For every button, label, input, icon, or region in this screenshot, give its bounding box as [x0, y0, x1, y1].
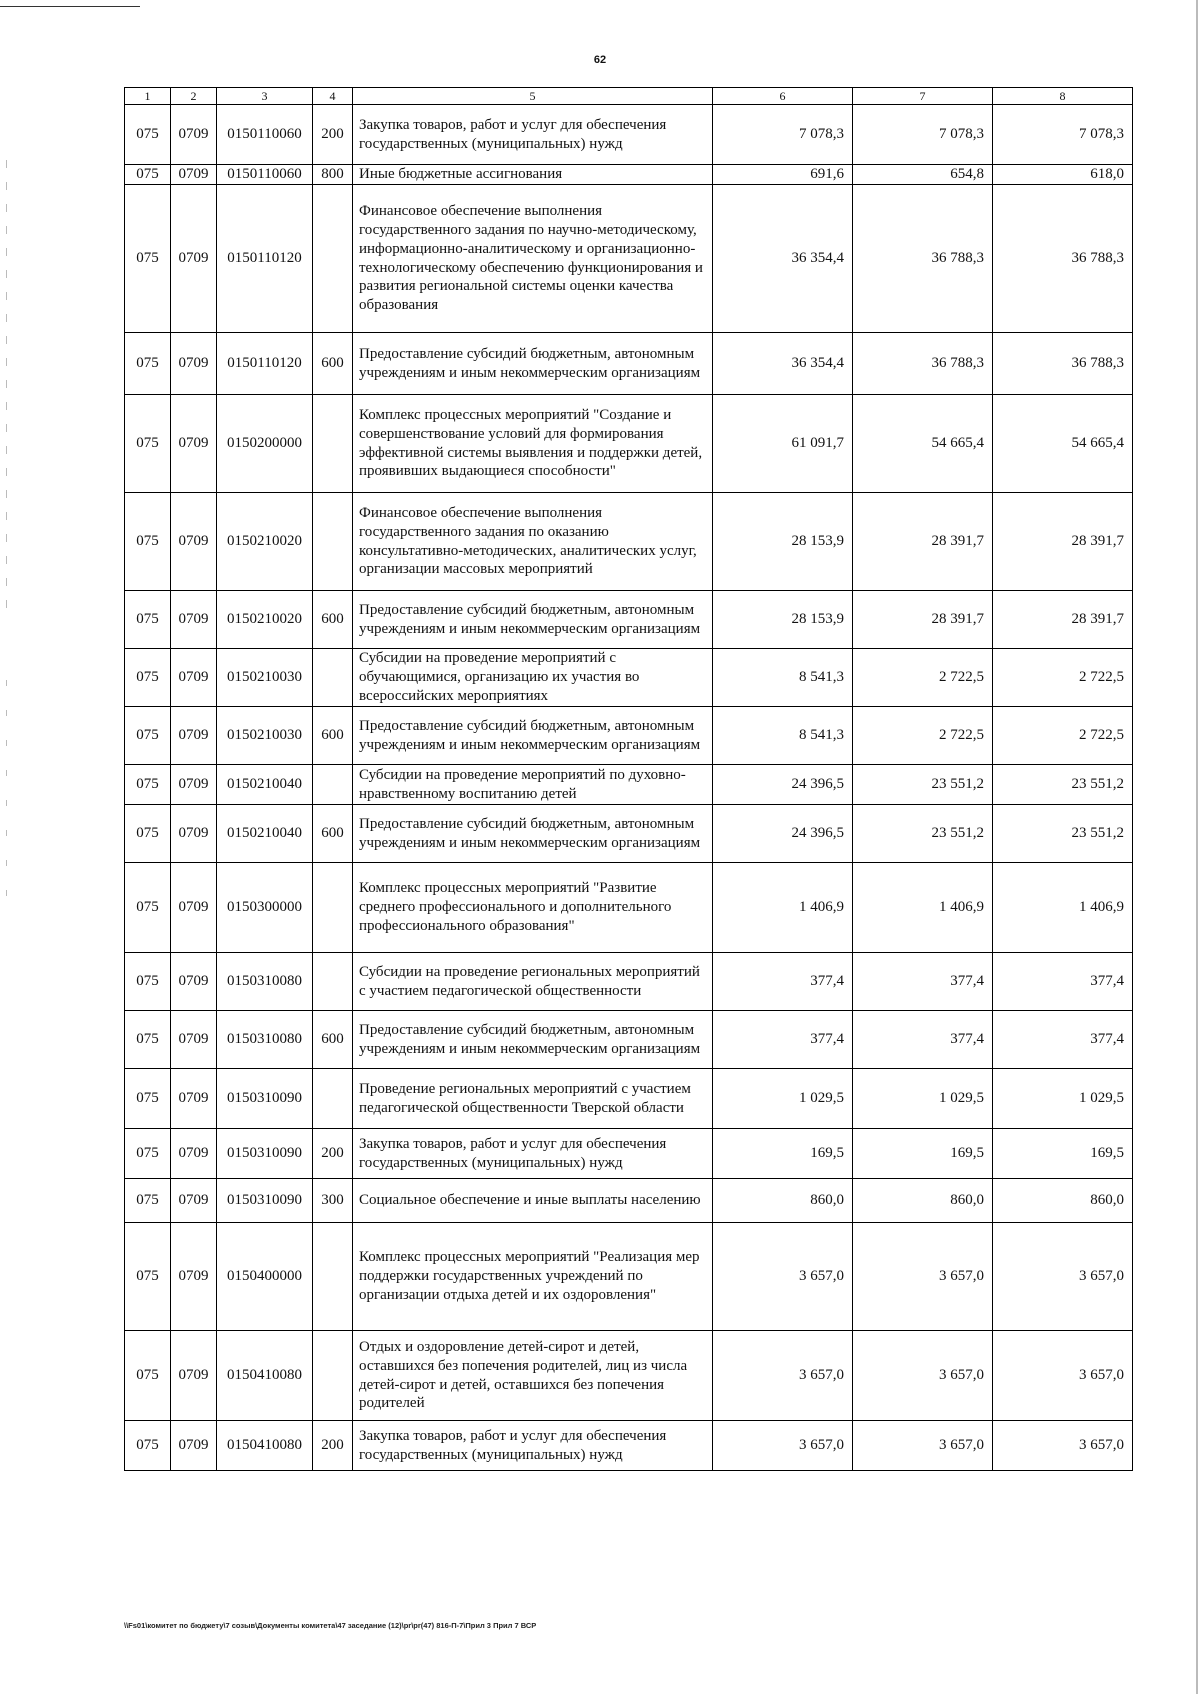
target-article-code-cell: 0150210020	[217, 591, 313, 649]
amount-year2-cell: 3 657,0	[853, 1223, 993, 1331]
table-row	[125, 1129, 1133, 1179]
amount-year2-cell: 28 391,7	[853, 493, 993, 591]
table-row	[125, 105, 1133, 165]
target-article-code-cell: 0150410080	[217, 1331, 313, 1421]
scan-right-edge	[1196, 0, 1198, 1694]
target-article-code-cell: 0150310090	[217, 1069, 313, 1129]
amount-year2-cell: 377,4	[853, 1011, 993, 1069]
expense-type-code-cell	[313, 1331, 353, 1421]
amount-year1-cell: 36 354,4	[713, 185, 853, 333]
amount-year3-cell: 1 029,5	[993, 1069, 1133, 1129]
header-cell-col7: 7	[853, 88, 993, 105]
amount-year3-cell: 860,0	[993, 1179, 1133, 1223]
amount-year1-cell: 8 541,3	[713, 707, 853, 765]
description-cell: Социальное обеспечение и иные выплаты населению	[353, 1179, 713, 1223]
table-row	[125, 1421, 1133, 1471]
ministry-code-cell: 075	[125, 765, 171, 805]
expense-type-code-cell	[313, 1223, 353, 1331]
target-article-code-cell: 0150310080	[217, 1011, 313, 1069]
amount-year3-cell: 28 391,7	[993, 493, 1133, 591]
expense-type-code-cell: 200	[313, 1129, 353, 1179]
amount-year2-cell: 36 788,3	[853, 185, 993, 333]
target-article-code-cell: 0150110120	[217, 185, 313, 333]
ministry-code-cell: 075	[125, 165, 171, 185]
section-code-cell: 0709	[171, 165, 217, 185]
amount-year2-cell: 2 722,5	[853, 649, 993, 707]
description-cell: Субсидии на проведение мероприятий с обучающимися, организацию их участия во всероссийских мероприятиях	[353, 649, 713, 707]
section-code-cell: 0709	[171, 649, 217, 707]
table-row	[125, 707, 1133, 765]
amount-year2-cell: 377,4	[853, 953, 993, 1011]
amount-year1-cell: 377,4	[713, 953, 853, 1011]
section-code-cell: 0709	[171, 185, 217, 333]
expense-type-code-cell	[313, 863, 353, 953]
amount-year3-cell: 2 722,5	[993, 707, 1133, 765]
table-row	[125, 165, 1133, 185]
section-code-cell: 0709	[171, 105, 217, 165]
table-row	[125, 1011, 1133, 1069]
table-body	[125, 105, 1133, 1471]
table-row	[125, 805, 1133, 863]
description-cell: Предоставление субсидий бюджетным, автономным учреждениям и иным некоммерческим организациям	[353, 1011, 713, 1069]
section-code-cell: 0709	[171, 395, 217, 493]
section-code-cell: 0709	[171, 1421, 217, 1471]
amount-year3-cell: 618,0	[993, 165, 1133, 185]
section-code-cell: 0709	[171, 805, 217, 863]
expense-type-code-cell	[313, 1069, 353, 1129]
description-cell: Проведение региональных мероприятий с участием педагогической общественности Тверской области	[353, 1069, 713, 1129]
target-article-code-cell: 0150300000	[217, 863, 313, 953]
expense-type-code-cell: 200	[313, 105, 353, 165]
description-cell: Субсидии на проведение региональных мероприятий с участием педагогической общественности	[353, 953, 713, 1011]
amount-year3-cell: 7 078,3	[993, 105, 1133, 165]
description-cell: Предоставление субсидий бюджетным, автономным учреждениям и иным некоммерческим организациям	[353, 591, 713, 649]
description-cell: Закупка товаров, работ и услуг для обеспечения государственных (муниципальных) нужд	[353, 1129, 713, 1179]
table-row	[125, 649, 1133, 707]
amount-year3-cell: 2 722,5	[993, 649, 1133, 707]
header-cell-col3: 3	[217, 88, 313, 105]
table-row	[125, 765, 1133, 805]
ministry-code-cell: 075	[125, 1129, 171, 1179]
amount-year2-cell: 1 029,5	[853, 1069, 993, 1129]
amount-year3-cell: 36 788,3	[993, 333, 1133, 395]
ministry-code-cell: 075	[125, 591, 171, 649]
table-row	[125, 185, 1133, 333]
section-code-cell: 0709	[171, 333, 217, 395]
ministry-code-cell: 075	[125, 707, 171, 765]
amount-year1-cell: 28 153,9	[713, 591, 853, 649]
page-number: 62	[593, 54, 607, 66]
target-article-code-cell: 0150310090	[217, 1179, 313, 1223]
ministry-code-cell: 075	[125, 1223, 171, 1331]
amount-year3-cell: 54 665,4	[993, 395, 1133, 493]
description-cell: Финансовое обеспечение выполнения государственного задания по оказанию консультативно-методических, аналитических услуг, организации массовых мероприятий	[353, 493, 713, 591]
section-code-cell: 0709	[171, 1011, 217, 1069]
ministry-code-cell: 075	[125, 333, 171, 395]
description-cell: Предоставление субсидий бюджетным, автономным учреждениям и иным некоммерческим организациям	[353, 805, 713, 863]
amount-year2-cell: 23 551,2	[853, 765, 993, 805]
target-article-code-cell: 0150310080	[217, 953, 313, 1011]
expense-type-code-cell	[313, 395, 353, 493]
ministry-code-cell: 075	[125, 1011, 171, 1069]
table-row	[125, 863, 1133, 953]
expense-type-code-cell	[313, 953, 353, 1011]
description-cell: Отдых и оздоровление детей-сирот и детей, оставшихся без попечения родителей, лиц из числа детей-сирот и детей, оставшихся без попечения родителей	[353, 1331, 713, 1421]
expense-type-code-cell: 600	[313, 1011, 353, 1069]
table-header	[125, 88, 1133, 105]
header-cell-col8: 8	[993, 88, 1133, 105]
ministry-code-cell: 075	[125, 1179, 171, 1223]
expense-type-code-cell	[313, 765, 353, 805]
description-cell: Комплекс процессных мероприятий "Развитие среднего профессионального и дополнительного профессионального образования"	[353, 863, 713, 953]
ministry-code-cell: 075	[125, 863, 171, 953]
amount-year2-cell: 3 657,0	[853, 1331, 993, 1421]
amount-year3-cell: 169,5	[993, 1129, 1133, 1179]
section-code-cell: 0709	[171, 493, 217, 591]
target-article-code-cell: 0150110060	[217, 165, 313, 185]
description-cell: Комплекс процессных мероприятий "Создание и совершенствование условий для формирования эффективной системы выявления и поддержки детей, проявивших выдающиеся способности"	[353, 395, 713, 493]
amount-year3-cell: 1 406,9	[993, 863, 1133, 953]
amount-year1-cell: 28 153,9	[713, 493, 853, 591]
amount-year1-cell: 3 657,0	[713, 1223, 853, 1331]
amount-year1-cell: 1 029,5	[713, 1069, 853, 1129]
header-cell-col6: 6	[713, 88, 853, 105]
expense-type-code-cell	[313, 649, 353, 707]
amount-year2-cell: 36 788,3	[853, 333, 993, 395]
amount-year3-cell: 23 551,2	[993, 765, 1133, 805]
target-article-code-cell: 0150200000	[217, 395, 313, 493]
amount-year3-cell: 28 391,7	[993, 591, 1133, 649]
amount-year3-cell: 377,4	[993, 1011, 1133, 1069]
amount-year3-cell: 3 657,0	[993, 1421, 1133, 1471]
description-cell: Закупка товаров, работ и услуг для обеспечения государственных (муниципальных) нужд	[353, 1421, 713, 1471]
scan-left-marks-lower	[6, 680, 7, 920]
section-code-cell: 0709	[171, 1069, 217, 1129]
ministry-code-cell: 075	[125, 805, 171, 863]
amount-year3-cell: 23 551,2	[993, 805, 1133, 863]
header-cell-col2: 2	[171, 88, 217, 105]
section-code-cell: 0709	[171, 707, 217, 765]
amount-year3-cell: 36 788,3	[993, 185, 1133, 333]
section-code-cell: 0709	[171, 1129, 217, 1179]
amount-year1-cell: 3 657,0	[713, 1421, 853, 1471]
description-cell: Субсидии на проведение мероприятий по духовно-нравственному воспитанию детей	[353, 765, 713, 805]
amount-year1-cell: 8 541,3	[713, 649, 853, 707]
ministry-code-cell: 075	[125, 493, 171, 591]
amount-year2-cell: 169,5	[853, 1129, 993, 1179]
amount-year1-cell: 691,6	[713, 165, 853, 185]
expense-type-code-cell	[313, 185, 353, 333]
section-code-cell: 0709	[171, 1179, 217, 1223]
amount-year1-cell: 860,0	[713, 1179, 853, 1223]
amount-year1-cell: 24 396,5	[713, 805, 853, 863]
expense-type-code-cell: 300	[313, 1179, 353, 1223]
table-row	[125, 953, 1133, 1011]
description-cell: Иные бюджетные ассигнования	[353, 165, 713, 185]
amount-year1-cell: 36 354,4	[713, 333, 853, 395]
amount-year2-cell: 7 078,3	[853, 105, 993, 165]
amount-year2-cell: 54 665,4	[853, 395, 993, 493]
header-cell-col1: 1	[125, 88, 171, 105]
top-scan-rule	[0, 6, 140, 7]
section-code-cell: 0709	[171, 953, 217, 1011]
amount-year3-cell: 377,4	[993, 953, 1133, 1011]
amount-year3-cell: 3 657,0	[993, 1331, 1133, 1421]
amount-year2-cell: 1 406,9	[853, 863, 993, 953]
target-article-code-cell: 0150110120	[217, 333, 313, 395]
expense-type-code-cell: 600	[313, 333, 353, 395]
section-code-cell: 0709	[171, 863, 217, 953]
table-row	[125, 493, 1133, 591]
amount-year2-cell: 23 551,2	[853, 805, 993, 863]
amount-year1-cell: 169,5	[713, 1129, 853, 1179]
expense-type-code-cell: 600	[313, 805, 353, 863]
target-article-code-cell: 0150410080	[217, 1421, 313, 1471]
section-code-cell: 0709	[171, 591, 217, 649]
description-cell: Комплекс процессных мероприятий "Реализация мер поддержки государственных учреждений по организации отдыха детей и их оздоровления"	[353, 1223, 713, 1331]
table-row	[125, 1223, 1133, 1331]
amount-year2-cell: 654,8	[853, 165, 993, 185]
target-article-code-cell: 0150210020	[217, 493, 313, 591]
amount-year2-cell: 860,0	[853, 1179, 993, 1223]
ministry-code-cell: 075	[125, 1331, 171, 1421]
target-article-code-cell: 0150310090	[217, 1129, 313, 1179]
target-article-code-cell: 0150210040	[217, 805, 313, 863]
amount-year1-cell: 7 078,3	[713, 105, 853, 165]
amount-year1-cell: 24 396,5	[713, 765, 853, 805]
expense-type-code-cell: 800	[313, 165, 353, 185]
amount-year3-cell: 3 657,0	[993, 1223, 1133, 1331]
footer-file-path: \\Fs01\комитет по бюджету\7 созыв\Документы комитета\47 заседание (12)\pr\pr(47) 816-П-7\Прил 3 Прил 7 ВСР	[124, 1621, 537, 1630]
target-article-code-cell: 0150210040	[217, 765, 313, 805]
ministry-code-cell: 075	[125, 395, 171, 493]
description-cell: Финансовое обеспечение выполнения государственного задания по научно-методическому, информационно-аналитическому и организационно-технологическому обеспечению функционирования и развития региональной системы оценки качества образования	[353, 185, 713, 333]
ministry-code-cell: 075	[125, 649, 171, 707]
table-row	[125, 1331, 1133, 1421]
scan-left-marks	[6, 160, 7, 620]
amount-year1-cell: 1 406,9	[713, 863, 853, 953]
amount-year1-cell: 61 091,7	[713, 395, 853, 493]
table-row	[125, 1069, 1133, 1129]
target-article-code-cell: 0150110060	[217, 105, 313, 165]
description-cell: Предоставление субсидий бюджетным, автономным учреждениям и иным некоммерческим организациям	[353, 707, 713, 765]
ministry-code-cell: 075	[125, 953, 171, 1011]
target-article-code-cell: 0150400000	[217, 1223, 313, 1331]
section-code-cell: 0709	[171, 1331, 217, 1421]
ministry-code-cell: 075	[125, 1069, 171, 1129]
amount-year2-cell: 28 391,7	[853, 591, 993, 649]
expense-type-code-cell: 600	[313, 591, 353, 649]
description-cell: Предоставление субсидий бюджетным, автономным учреждениям и иным некоммерческим организациям	[353, 333, 713, 395]
header-row	[125, 88, 1133, 105]
table-row	[125, 1179, 1133, 1223]
amount-year2-cell: 3 657,0	[853, 1421, 993, 1471]
target-article-code-cell: 0150210030	[217, 707, 313, 765]
ministry-code-cell: 075	[125, 1421, 171, 1471]
section-code-cell: 0709	[171, 765, 217, 805]
description-cell: Закупка товаров, работ и услуг для обеспечения государственных (муниципальных) нужд	[353, 105, 713, 165]
header-cell-col4: 4	[313, 88, 353, 105]
expense-type-code-cell: 200	[313, 1421, 353, 1471]
target-article-code-cell: 0150210030	[217, 649, 313, 707]
amount-year1-cell: 3 657,0	[713, 1331, 853, 1421]
expense-type-code-cell	[313, 493, 353, 591]
ministry-code-cell: 075	[125, 105, 171, 165]
section-code-cell: 0709	[171, 1223, 217, 1331]
table-row	[125, 333, 1133, 395]
expense-type-code-cell: 600	[313, 707, 353, 765]
budget-table	[124, 87, 1133, 1471]
ministry-code-cell: 075	[125, 185, 171, 333]
amount-year1-cell: 377,4	[713, 1011, 853, 1069]
header-cell-col5: 5	[353, 88, 713, 105]
table-row	[125, 591, 1133, 649]
amount-year2-cell: 2 722,5	[853, 707, 993, 765]
table-row	[125, 395, 1133, 493]
